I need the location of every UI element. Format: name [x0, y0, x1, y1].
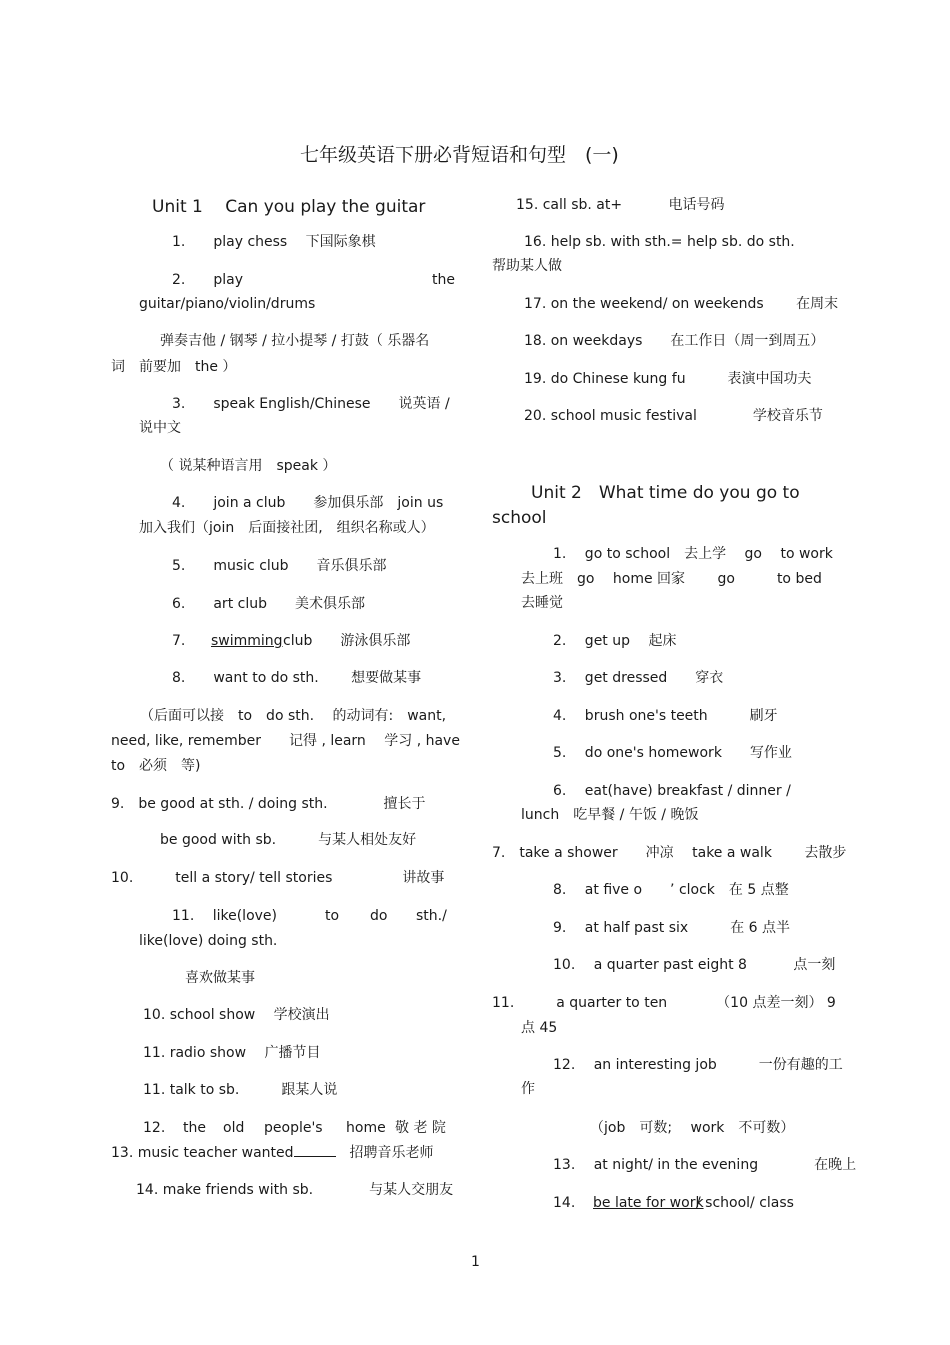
unit2-item-13: 13. at night/ in the evening 在晚上 [553, 1157, 857, 1173]
unit1-item-12-f: 敬 老 院 [395, 1120, 446, 1136]
unit1-item-16-meaning: 帮助某人做 [492, 258, 562, 274]
unit1-item-8-note-2: need, like, remember 记得 , learn 学习 , have [111, 733, 460, 749]
unit2-item-14-rest: / school/ class [696, 1195, 794, 1211]
unit2-item-14-num: 14. [553, 1195, 576, 1211]
unit1-item-12-c: old [223, 1120, 245, 1136]
page-number: 1 [471, 1254, 480, 1270]
unit1-item-13 [111, 1144, 434, 1162]
unit2-item-10: 10. a quarter past eight 8 点一刻 [553, 957, 836, 973]
unit2-heading-line2: school [492, 508, 547, 528]
unit2-item-1-cont: 去上班 go home 回家 go to bed [521, 571, 822, 587]
unit1-item-7-underlined: swimming [211, 633, 283, 649]
unit1-heading: Unit 1 Can you play the guitar [152, 197, 426, 217]
unit2-item-11: 11. a quarter to ten （10 点差一刻） 9 [492, 995, 836, 1011]
unit2-item-6-cont: lunch 吃早餐 / 午饭 / 晚饭 [521, 807, 699, 823]
unit2-item-12-cont: 作 [521, 1081, 535, 1097]
unit1-item-7-rest: club 游泳俱乐部 [283, 633, 411, 649]
unit1-item-11-meaning: 喜欢做某事 [185, 970, 255, 986]
unit1-item-14: 14. make friends with sb. 与某人交朋友 [136, 1182, 454, 1198]
unit1-item-2-a: 2. play [172, 272, 243, 288]
unit1-item-1: 1. play chess 下国际象棋 [172, 234, 376, 250]
unit1-item-6: 6. art club 美术俱乐部 [172, 596, 365, 612]
unit1-item-20: 20. school music festival 学校音乐节 [524, 408, 823, 424]
unit1-item-3-note: （ 说某种语言用 speak ） [160, 458, 337, 474]
unit1-item-8-note-1: （后面可以接 to do sth. 的动词有: want, [140, 708, 447, 724]
unit1-item-12-d: people's [264, 1120, 323, 1136]
unit1-item-18: 18. on weekdays 在工作日（周一到周五） [524, 333, 825, 349]
unit1-item-10: 10. tell a story/ tell stories 讲故事 [111, 870, 445, 886]
unit2-heading-line1: Unit 2 What time do you go to [531, 483, 800, 503]
unit2-item-1-cont2: 去睡觉 [521, 595, 563, 611]
unit1-item-11-d: sth./ [416, 908, 447, 924]
unit1-item-11-b: to [325, 908, 340, 924]
unit1-school-show: 10. school show 学校演出 [143, 1007, 330, 1023]
unit1-item-13-text: 13. music teacher wanted [111, 1145, 294, 1161]
unit1-item-2-b: the [432, 272, 455, 288]
unit1-item-2-c: guitar/piano/violin/drums [139, 296, 316, 312]
unit2-item-1: 1. go to school 去上学 go to work [553, 546, 833, 562]
unit2-item-12-note: （job 可数; work 不可数） [590, 1120, 795, 1136]
unit2-item-6: 6. eat(have) breakfast / dinner / [553, 783, 791, 799]
unit1-item-15: 15. call sb. at+ 电话号码 [516, 197, 725, 213]
unit1-item-3: 3. speak English/Chinese 说英语 / [172, 396, 450, 412]
unit1-item-13-blank [294, 1144, 336, 1157]
unit1-item-8-note-3: to 必须 等) [111, 758, 201, 774]
unit1-item-9-b: be good with sb. 与某人相处友好 [160, 832, 417, 848]
unit1-item-5: 5. music club 音乐俱乐部 [172, 558, 387, 574]
unit2-item-2: 2. get up 起床 [553, 633, 677, 649]
unit2-item-5: 5. do one's homework 写作业 [553, 745, 792, 761]
unit1-item-11-cont: like(love) doing sth. [139, 933, 278, 949]
page-title: 七年级英语下册必背短语和句型 (一) [300, 144, 619, 166]
unit1-item-17: 17. on the weekend/ on weekends 在周末 [524, 296, 839, 312]
unit2-item-9: 9. at half past six 在 6 点半 [553, 920, 791, 936]
unit1-radio-show: 11. radio show 广播节目 [143, 1045, 321, 1061]
unit1-item-8: 8. want to do sth. 想要做某事 [172, 670, 422, 686]
unit1-item-16: 16. help sb. with sth.= help sb. do sth. [524, 234, 795, 250]
unit2-item-7: 7. take a shower 冲凉 take a walk 去散步 [492, 845, 847, 861]
unit2-item-4: 4. brush one's teeth 刷牙 [553, 708, 778, 724]
unit2-item-11-cont: 点 45 [521, 1020, 558, 1036]
unit1-item-11-c: do [370, 908, 388, 924]
unit2-item-3: 3. get dressed 穿衣 [553, 670, 724, 686]
unit1-item-4-cont: 加入我们（join 后面接社团, 组织名称或人） [139, 520, 435, 536]
unit1-item-4: 4. join a club 参加俱乐部 join us [172, 495, 444, 511]
unit2-item-12: 12. an interesting job 一份有趣的工 [553, 1057, 843, 1073]
unit1-item-19: 19. do Chinese kung fu 表演中国功夫 [524, 371, 812, 387]
unit1-item-12-b: the [183, 1120, 206, 1136]
unit1-item-7-num: 7. [172, 633, 186, 649]
unit1-item-9: 9. be good at sth. / doing sth. 擅长于 [111, 796, 426, 812]
unit1-talk-to: 11. talk to sb. 跟某人说 [143, 1082, 338, 1098]
unit1-item-2-meaning: 弹奏吉他 / 钢琴 / 拉小提琴 / 打鼓（ 乐器名 [160, 333, 430, 349]
unit1-item-11-a: 11. like(love) [172, 908, 277, 924]
unit1-item-13-meaning: 招聘音乐老师 [349, 1145, 434, 1161]
unit1-item-2-note: 词 前要加 the ） [111, 359, 237, 375]
unit1-item-12-a: 12. [143, 1120, 166, 1136]
unit1-item-12-e: home [346, 1120, 386, 1136]
unit1-item-3-cont: 说中文 [139, 420, 181, 436]
unit2-item-14-underlined: be late for work [593, 1195, 704, 1211]
unit2-item-8: 8. at five o ’ clock 在 5 点整 [553, 882, 789, 898]
